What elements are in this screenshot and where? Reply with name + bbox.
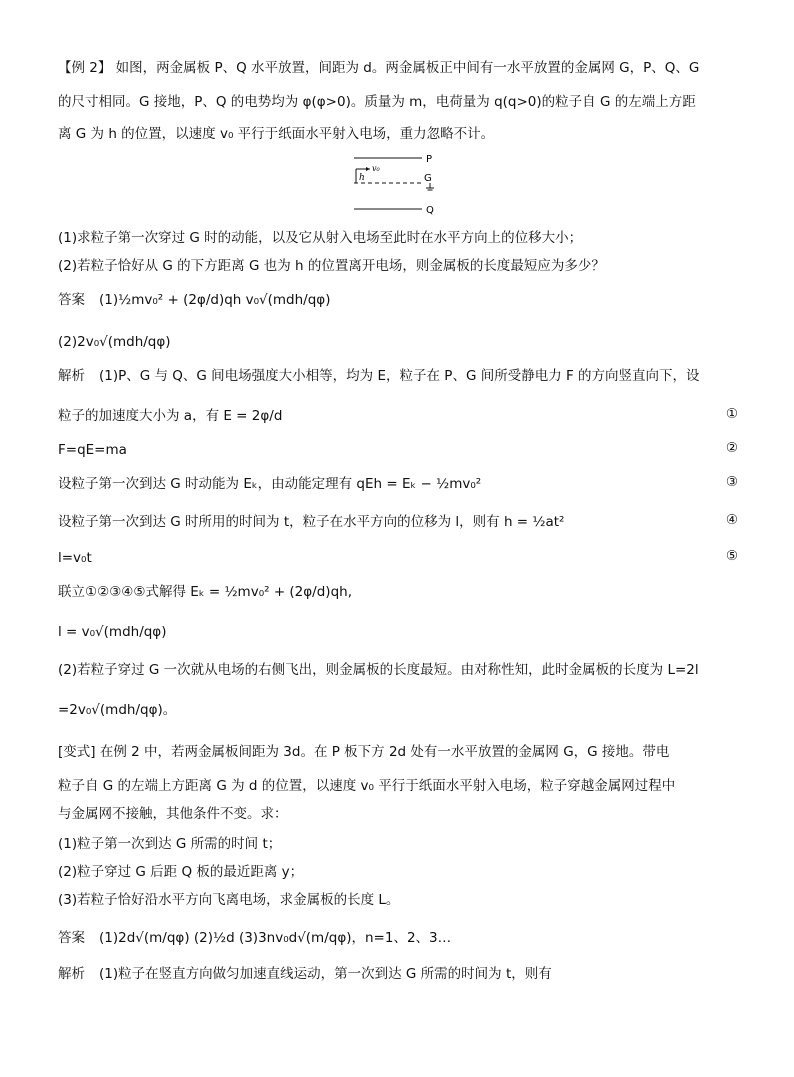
variant-line-2: 粒子自 G 的左端上方距离 G 为 d 的位置，以速度 v₀ 平行于纸面水平射入电场，粒子穿越金属网过程中 bbox=[58, 778, 676, 794]
variant-answer-label: 答案 bbox=[58, 930, 85, 946]
equation-mark-5: ⑤ bbox=[725, 548, 738, 564]
solution-line-5: 设粒子第一次到达 G 时所用的时间为 t，粒子在水平方向的位移为 l，则有 h = ½at² bbox=[58, 514, 565, 530]
label-h: h bbox=[359, 173, 365, 183]
solution-line-7: 联立①②③④⑤式解得 Eₖ = ½mv₀² + (2φ/d)qh, bbox=[58, 584, 352, 600]
solution-label: 解析 bbox=[58, 368, 85, 384]
question-1: (1)求粒子第一次穿过 G 时的动能，以及它从射入电场至此时在水平方向上的位移大小； bbox=[58, 230, 583, 246]
variant-line-1: [变式] 在例 2 中，若两金属板间距为 3d。在 P 板下方 2d 处有一水平放置的金属网 G，G 接地。带电 bbox=[58, 744, 670, 760]
solution-line-1 bbox=[58, 366, 746, 386]
solution-line-4: 设粒子第一次到达 G 时动能为 Eₖ，由动能定理有 qEh = Eₖ − ½mv₀² bbox=[58, 476, 482, 492]
variant-line-3: 与金属网不接触，其他条件不变。求： bbox=[58, 806, 288, 822]
variant-answer-text: (1)2d√(m/qφ) (2)½d (3)3nv₀d√(m/qφ)，n=1、2、3… bbox=[99, 930, 452, 946]
variant-question-1: (1)粒子第一次到达 G 所需的时间 t； bbox=[58, 836, 282, 852]
question-2: (2)若粒子恰好从 G 的下方距离 G 也为 h 的位置离开电场，则金属板的长度最短应为多少？ bbox=[58, 258, 605, 274]
solution-line-9: (2)若粒子穿过 G 一次就从电场的右侧飞出，则金属板的长度最短。由对称性知，此时金属板的长度为 L=2l bbox=[58, 662, 699, 678]
example-text-line-1: 【例 2】 如图，两金属板 P、Q 水平放置，间距为 d。两金属板正中间有一水平放置的金属网 G，P、Q、G bbox=[58, 60, 700, 76]
label-p: P bbox=[426, 154, 433, 165]
variant-question-2: (2)粒子穿过 G 后距 Q 板的最近距离 y； bbox=[58, 864, 304, 880]
solution-line-6: l=v₀t bbox=[58, 550, 92, 566]
equation-mark-4: ④ bbox=[725, 512, 738, 528]
variant-answer bbox=[58, 928, 746, 948]
solution-line-2: 粒子的加速度大小为 a，有 E = 2φ/d bbox=[58, 408, 283, 424]
label-q: Q bbox=[426, 205, 434, 216]
label-v0: v₀ bbox=[372, 164, 380, 173]
example-text-line-2: 的尺寸相同。G 接地，P、Q 的电势均为 φ(φ>0)。质量为 m，电荷量为 q(q>0)的粒子自 G 的左端上方距 bbox=[58, 94, 696, 110]
answer-2: (2)2v₀√(mdh/qφ) bbox=[58, 334, 171, 350]
answer-1-text: (1)½mv₀² + (2φ/d)qh v₀√(mdh/qφ) bbox=[99, 292, 331, 308]
solution-line-3: F=qE=ma bbox=[58, 442, 127, 458]
example-text-line-3: 离 G 为 h 的位置，以速度 v₀ 平行于纸面水平射入电场，重力忽略不计。 bbox=[58, 126, 495, 142]
variant-solution-label: 解析 bbox=[58, 966, 85, 982]
plates-figure bbox=[340, 150, 460, 220]
solution-line-10: =2v₀√(mdh/qφ)。 bbox=[58, 702, 177, 718]
answer-1 bbox=[58, 290, 746, 310]
equation-mark-3: ③ bbox=[725, 474, 738, 490]
solution-text-1: (1)P、G 与 Q、G 间电场强度大小相等，均为 E，粒子在 P、G 间所受静电力 F 的方向竖直向下，设 bbox=[99, 368, 700, 384]
equation-mark-2: ② bbox=[725, 440, 738, 456]
solution-line-8: l = v₀√(mdh/qφ) bbox=[58, 624, 167, 640]
variant-solution-text: (1)粒子在竖直方向做匀加速直线运动，第一次到达 G 所需的时间为 t，则有 bbox=[99, 966, 552, 982]
equation-mark-1: ① bbox=[725, 406, 738, 422]
label-g: G bbox=[424, 173, 432, 184]
variant-solution bbox=[58, 964, 746, 984]
answer-label: 答案 bbox=[58, 292, 85, 308]
variant-question-3: (3)若粒子恰好沿水平方向飞离电场，求金属板的长度 L。 bbox=[58, 892, 400, 908]
